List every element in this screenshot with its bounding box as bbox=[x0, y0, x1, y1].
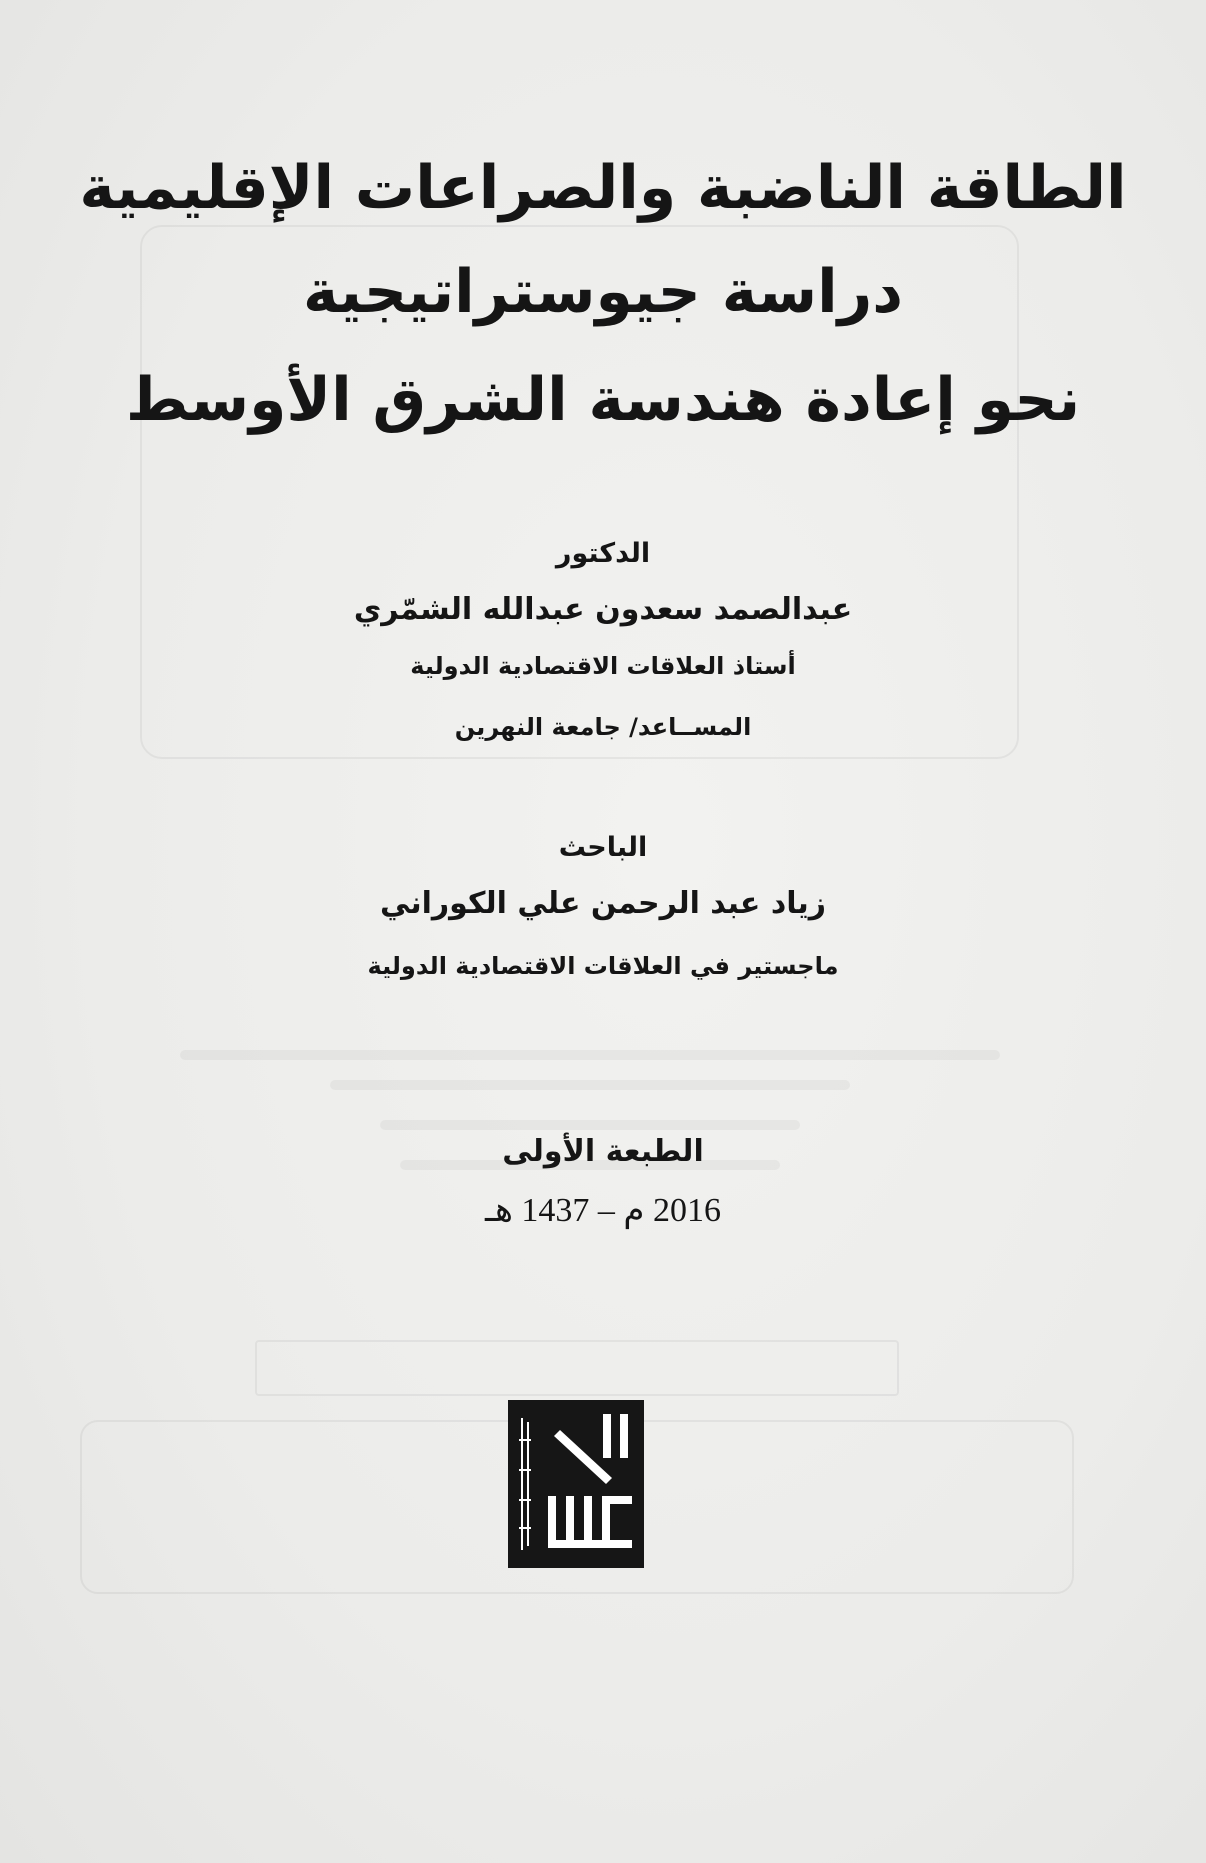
edition-label: الطبعة الأولى bbox=[502, 1134, 704, 1169]
author1-name: عبدالصمد سعدون عبدالله الشمّري bbox=[353, 592, 853, 627]
show-through-box bbox=[255, 1340, 899, 1396]
edition-year: 2016 م – 1437 هـ bbox=[485, 1192, 721, 1229]
show-through-line bbox=[380, 1120, 800, 1130]
show-through-line bbox=[180, 1050, 1000, 1060]
publisher-logo-icon bbox=[508, 1400, 644, 1568]
book-title-line-3: نحو إعادة هندسة الشرق الأوسط bbox=[125, 365, 1081, 435]
author2-title-label: الباحث bbox=[558, 832, 648, 863]
author1-position-line-1: أستاذ العلاقات الاقتصادية الدولية bbox=[410, 652, 796, 680]
book-title-line-1: الطاقة الناضبة والصراعات الإقليمية bbox=[79, 153, 1127, 223]
author1-title-label: الدكتور bbox=[555, 538, 651, 569]
author2-name: زياد عبد الرحمن علي الكوراني bbox=[379, 886, 827, 921]
show-through-line bbox=[330, 1080, 850, 1090]
author2-degree: ماجستير في العلاقات الاقتصادية الدولية bbox=[367, 952, 839, 980]
author1-position-line-2: المســاعد/ جامعة النهرين bbox=[454, 713, 752, 741]
book-title-line-2: دراسة جيوستراتيجية bbox=[302, 257, 904, 327]
